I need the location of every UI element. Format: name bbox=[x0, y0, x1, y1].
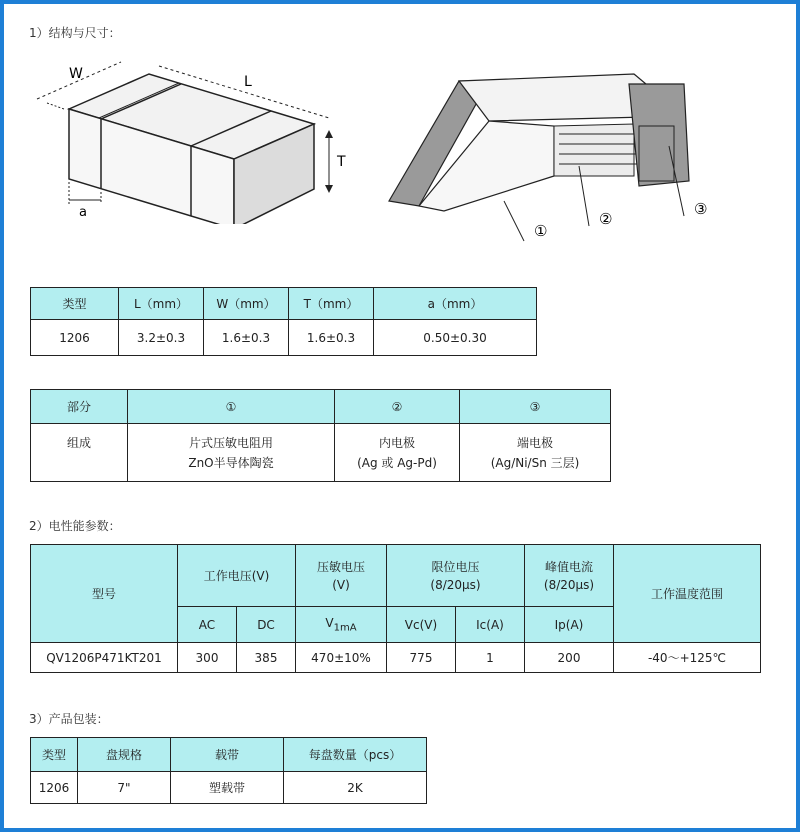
table-cell: 1 bbox=[456, 643, 525, 673]
table-row bbox=[31, 320, 537, 356]
table-cell: 3.2±0.3 bbox=[119, 320, 204, 356]
header-cell: T（mm） bbox=[289, 288, 374, 320]
callout-3: ③ bbox=[694, 200, 708, 218]
header-cell: ① bbox=[128, 390, 335, 424]
table-row bbox=[31, 772, 427, 804]
table-header-row bbox=[31, 390, 611, 424]
header-cell: AC bbox=[178, 607, 237, 643]
table-cell: 1.6±0.3 bbox=[289, 320, 374, 356]
composition-table bbox=[30, 389, 611, 482]
header-cell: ② bbox=[335, 390, 460, 424]
header-cell: Ic(A) bbox=[456, 607, 525, 643]
header-cell: 类型 bbox=[31, 738, 78, 772]
header-cell: 部分 bbox=[31, 390, 128, 424]
dim-label-a: a bbox=[79, 205, 87, 220]
header-cell: 工作温度范围 bbox=[614, 545, 761, 643]
table-cell: 7" bbox=[78, 772, 171, 804]
section-1-heading: 1）结构与尺寸： bbox=[29, 26, 121, 40]
table-cell: 200 bbox=[525, 643, 614, 673]
table-cell: 2K bbox=[284, 772, 427, 804]
table-cell: -40～+125℃ bbox=[614, 643, 761, 673]
header-cell: W（mm） bbox=[204, 288, 289, 320]
header-cell: Vc(V) bbox=[387, 607, 456, 643]
header-cell: 峰值电流 (8/20μs) bbox=[525, 545, 614, 607]
header-cell: L（mm） bbox=[119, 288, 204, 320]
header-cell: 载带 bbox=[171, 738, 284, 772]
dimensions-table bbox=[30, 287, 537, 356]
table-cell: 1206 bbox=[31, 320, 119, 356]
dim-label-t: T bbox=[337, 154, 346, 170]
table-cell: QV1206P471KT201 bbox=[31, 643, 178, 673]
table-cell: 端电极 (Ag/Ni/Sn 三层) bbox=[460, 424, 611, 482]
electrical-table bbox=[30, 544, 761, 673]
table-cell: 1206 bbox=[31, 772, 78, 804]
table-row bbox=[31, 424, 611, 482]
section-3-heading: 3）产品包装： bbox=[29, 712, 109, 726]
header-cell: DC bbox=[237, 607, 296, 643]
table-cell: 1.6±0.3 bbox=[204, 320, 289, 356]
callout-1: ① bbox=[534, 222, 548, 240]
table-header-row bbox=[31, 545, 761, 607]
chip-structure-diagram bbox=[384, 66, 729, 246]
table-cell: 片式压敏电阻用 ZnO半导体陶瓷 bbox=[128, 424, 335, 482]
table-cell: 385 bbox=[237, 643, 296, 673]
header-cell: 类型 bbox=[31, 288, 119, 320]
header-cell: 限位电压 (8/20μs) bbox=[387, 545, 525, 607]
header-cell: 型号 bbox=[31, 545, 178, 643]
header-cell: Ip(A) bbox=[525, 607, 614, 643]
header-cell: 盘规格 bbox=[78, 738, 171, 772]
chip-dimension-diagram bbox=[29, 54, 349, 224]
header-cell: 工作电压(V) bbox=[178, 545, 296, 607]
table-cell: 300 bbox=[178, 643, 237, 673]
table-cell: 775 bbox=[387, 643, 456, 673]
dim-label-l: L bbox=[244, 74, 252, 90]
table-cell: 塑载带 bbox=[171, 772, 284, 804]
packaging-table bbox=[30, 737, 427, 804]
header-cell: a（mm） bbox=[374, 288, 537, 320]
dim-label-w: W bbox=[69, 66, 83, 82]
header-cell: ③ bbox=[460, 390, 611, 424]
table-header-row bbox=[31, 738, 427, 772]
header-cell: $V_{1mA}$ bbox=[296, 607, 387, 643]
section-2-heading: 2）电性能参数： bbox=[29, 519, 121, 533]
callout-2: ② bbox=[599, 210, 613, 228]
table-cell: 0.50±0.30 bbox=[374, 320, 537, 356]
header-cell: 压敏电压 (V) bbox=[296, 545, 387, 607]
table-row bbox=[31, 643, 761, 673]
header-cell: 每盘数量（pcs） bbox=[284, 738, 427, 772]
table-cell: 内电极 (Ag 或 Ag-Pd) bbox=[335, 424, 460, 482]
row-label: 组成 bbox=[31, 424, 128, 482]
table-header-row bbox=[31, 288, 537, 320]
table-cell: 470±10% bbox=[296, 643, 387, 673]
